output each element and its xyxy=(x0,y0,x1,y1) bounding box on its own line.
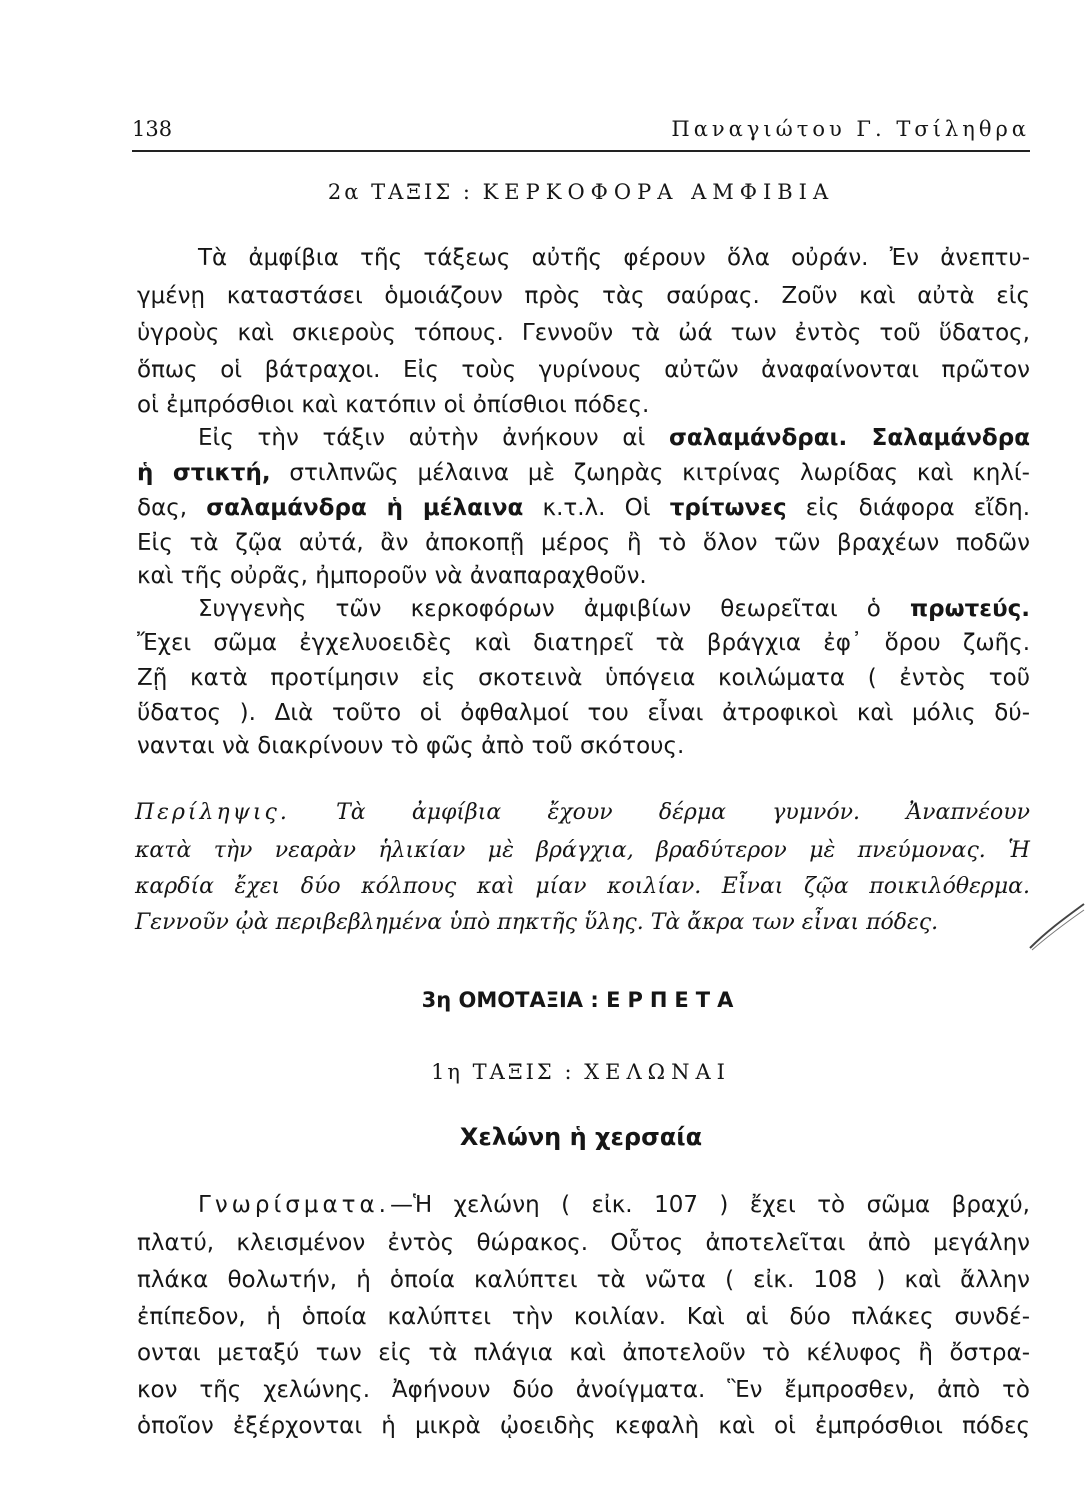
text-run: δας, xyxy=(137,495,207,521)
text-line: ὕδατος ). Διὰ τοῦτο οἱ ὀφθαλμοί του εἶναι ἀτροφικοὶ καὶ μόλις δύ- xyxy=(137,700,1030,726)
order-heading-turtles xyxy=(132,1060,1030,1084)
text-line: κον τῆς χελώνης. Ἀφήνουν δύο ἀνοίγματα. Ἓν ἔμπροσθεν, ἀπὸ τὸ xyxy=(137,1377,1030,1403)
text-line: Εἰς τὰ ζῷα αὐτά, ἂν ἀποκοπῇ μέρος ἢ τὸ ὅλον τῶν βραχέων ποδῶν xyxy=(137,530,1030,556)
text-run: στιλπνῶς μέλαινα μὲ ζωηρὰς κιτρίνας λωρίδας καὶ κηλί- xyxy=(270,460,1030,486)
heading-prefix: 2α ΤΑΞΙΣ : xyxy=(327,180,473,204)
order-prefix: 1η ΤΑΞΙΣ : xyxy=(431,1060,575,1084)
text-run: Συγγενὴς τῶν κερκοφόρων ἀμφιβίων θεωρεῖται ὁ xyxy=(198,596,910,622)
running-author: Παναγιώτου Γ. Τσίληθρα xyxy=(671,117,1030,141)
text-line: ονται μεταξύ των εἰς τὰ πλάγια καὶ ἀποτελοῦν τὸ κέλυφος ἢ ὄστρα- xyxy=(137,1340,1030,1366)
summary-line: Γεννοῦν ᾠὰ περιβεβλημένα ὑπὸ πηκτῆς ὕλης. Τὰ ἄκρα των εἶναι πόδες. xyxy=(135,910,939,935)
heading-title: ΚΕΡΚΟΦΟΡΑ ΑΜΦΙΒΙΑ xyxy=(482,180,835,204)
summary-line: κατὰ τὴν νεαρὰν ἡλικίαν μὲ βράγχια, βραδύτερον μὲ πνεύμονας. Ἡ xyxy=(135,838,1030,863)
header-rule xyxy=(132,150,1030,152)
text-line xyxy=(198,425,1030,451)
text-line xyxy=(198,1192,1030,1218)
text-line: πλατύ, κλεισμένον ἐντὸς θώρακος. Οὗτος ἀποτελεῖται ἀπὸ μεγάλην xyxy=(137,1230,1030,1256)
page-number: 138 xyxy=(132,117,173,141)
order-title: ΧΕΛΩΝΑΙ xyxy=(584,1060,731,1084)
text-line: γμένῃ καταστάσει ὁμοιάζουν πρὸς τὰς σαύρας. Ζοῦν καὶ αὐτὰ εἰς xyxy=(137,283,1030,309)
bold-term: σαλαμάνδρα ἡ μέλαινα xyxy=(206,495,524,521)
text-line: ὑγροὺς καὶ σκιεροὺς τόπους. Γεννοῦν τὰ ὠά των ἐντὸς τοῦ ὕδατος, xyxy=(137,320,1030,346)
text-line: Ζῇ κατὰ προτίμησιν εἰς σκοτεινὰ ὑπόγεια κοιλώματα ( ἐντὸς τοῦ xyxy=(137,665,1030,691)
bold-term: ἡ στικτή, xyxy=(137,460,271,486)
text-line: ὅπως οἱ βάτραχοι. Εἰς τοὺς γυρίνους αὐτῶν ἀναφαίνονται πρῶτον xyxy=(137,357,1030,383)
text-line: ὁποῖον ἐξέρχονται ἡ μικρὰ ᾠοειδὴς κεφαλὴ καὶ οἱ ἐμπρόσθιοι πόδες xyxy=(137,1413,1030,1439)
text-line: οἱ ἐμπρόσθιοι καὶ κατόπιν οἱ ὀπίσθιοι πόδες. xyxy=(137,392,650,418)
text-line: νανται νὰ διακρίνουν τὸ φῶς ἀπὸ τοῦ σκότους. xyxy=(137,733,685,759)
text-line: Τὰ ἀμφίβια τῆς τάξεως αὐτῆς φέρουν ὅλα οὐράν. Ἐν ἀνεπτυ- xyxy=(198,245,1030,271)
class-prefix: 3η ΟΜΟΤΑΞΙΑ : xyxy=(421,988,599,1012)
text-line xyxy=(198,596,1030,622)
summary-line xyxy=(135,800,1030,825)
running-header xyxy=(132,117,1030,141)
class-title: ΕΡΠΕΤΑ xyxy=(606,988,741,1012)
text-line: πλάκα θολωτήν, ἡ ὁποία καλύπτει τὰ νῶτα ( εἰκ. 108 ) καὶ ἄλλην xyxy=(137,1267,1030,1293)
text-run: εἰς διάφορα εἴδη. xyxy=(786,495,1030,521)
summary-line: καρδία ἔχει δύο κόλπους καὶ μίαν κοιλίαν. Εἶναι ζῷα ποικιλόθερμα. xyxy=(135,874,1030,899)
text-run: Εἰς τὴν τάξιν αὐτὴν ἀνήκουν αἱ xyxy=(198,425,670,451)
summary-label: Περίληψις. xyxy=(135,800,290,825)
bold-term: τρίτωνες xyxy=(669,495,787,521)
text-line: καὶ τῆς οὐρᾶς, ἠμποροῦν νὰ ἀναπαραχθοῦν. xyxy=(137,563,647,589)
text-line xyxy=(137,495,1030,521)
class-heading-reptiles xyxy=(132,988,1030,1012)
text-run: κ.τ.λ. Οἱ xyxy=(523,495,670,521)
text-run: Τὰ ἀμφίβια ἔχουν δέρμα γυμνόν. Ἀναπνέουν xyxy=(289,800,1030,825)
text-line: ἐπίπεδον, ἡ ὁποία καλύπτει τὴν κοιλίαν. Καὶ αἱ δύο πλάκες συνδέ- xyxy=(137,1304,1030,1330)
text-run: —Ἡ χελώνη ( εἰκ. 107 ) ἔχει τὸ σῶμα βραχύ, xyxy=(390,1192,1030,1218)
text-line xyxy=(137,460,1030,486)
species-title: Χελώνη ἡ χερσαία xyxy=(459,1123,703,1151)
section-heading-tailed-amphibians xyxy=(132,180,1030,204)
pencil-stroke-mark xyxy=(1028,880,1085,960)
text-line: Ἔχει σῶμα ἐγχελυοειδὲς καὶ διατηρεῖ τὰ βράγχια ἐφ᾽ ὅρου ζωῆς. xyxy=(137,630,1030,656)
spaced-term: Γνωρίσματα. xyxy=(198,1192,390,1218)
bold-term: πρωτεύς. xyxy=(909,596,1030,622)
bold-term: σαλαμάνδραι. Σαλαμάνδρα xyxy=(669,425,1030,451)
